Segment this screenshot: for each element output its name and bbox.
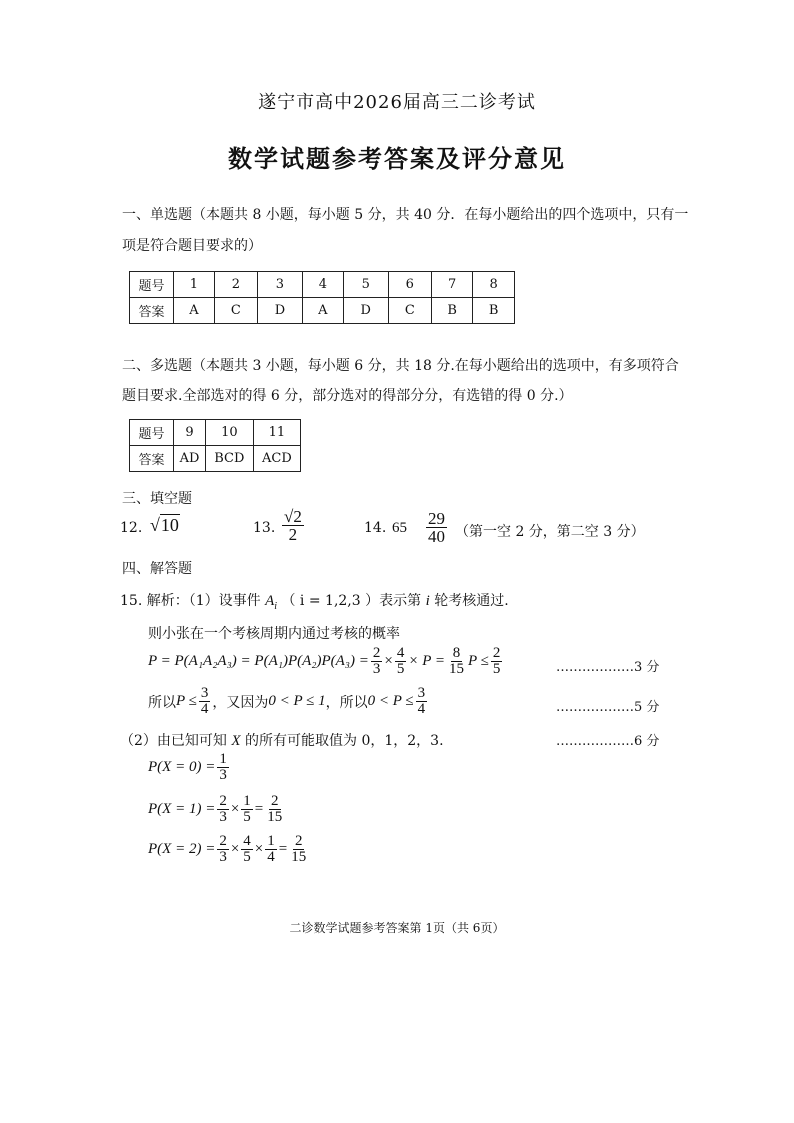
q15-tail: 轮考核通过. — [434, 593, 509, 609]
numerator: 2 — [219, 793, 227, 809]
table-cell: 2 — [214, 272, 257, 298]
table-cell: B — [431, 298, 473, 324]
inequality: 0 < P ≤ — [367, 693, 414, 709]
q13-fraction: $\frac{√2}{2}$ — [284, 507, 302, 544]
event-subscript: i — [274, 600, 278, 612]
fraction — [241, 794, 253, 825]
denominator: 3 — [219, 809, 227, 825]
px1-left: P(X = 1) = — [148, 801, 216, 817]
q15-intro — [120, 590, 509, 612]
equals-sign: = — [254, 801, 264, 817]
numerator: 1 — [243, 793, 251, 809]
denominator: 4 — [267, 849, 275, 865]
score-mark-3: ………………3 分 — [556, 660, 660, 675]
denominator: 3 — [219, 849, 227, 865]
table-cell: BCD — [205, 446, 253, 472]
section3-heading: 三、填空题 — [122, 491, 192, 507]
numerator: 3 — [200, 685, 209, 701]
numerator: 3 — [417, 685, 426, 701]
table-header-number: 题号 — [130, 272, 174, 298]
section2-line2: 题目要求.全部选对的得 6 分，部分选对的得部分分，有选错的得 0 分.） — [122, 388, 573, 404]
eq1-le: P ≤ — [468, 653, 489, 669]
px1-equation — [148, 794, 286, 825]
page-title: 数学试题参考答案及评分意见 — [228, 144, 566, 173]
q13-numerator: 2 — [293, 507, 302, 526]
table-cell: ACD — [253, 446, 300, 472]
q14-label: 14. — [364, 520, 387, 536]
numerator: 2 — [219, 833, 227, 849]
fraction — [217, 794, 229, 825]
fraction — [416, 686, 428, 717]
fraction — [395, 646, 407, 677]
q12-answer: √10 — [150, 515, 179, 535]
table-cell: D — [343, 298, 388, 324]
table-cell: 1 — [174, 272, 215, 298]
part2-tail: 的所有可能取值为 0，1，2，3. — [245, 733, 444, 749]
numerator: 8 — [452, 645, 461, 661]
part2-text: （2）由已知可知 — [120, 733, 227, 749]
numerator: 4 — [243, 833, 251, 849]
numerator: 1 — [219, 751, 227, 767]
section2-line1: 二、多选题（本题共 3 小题，每小题 6 分，共 18 分.在每小题给出的选项中，有多项符合 — [122, 358, 679, 374]
table-cell: A — [174, 298, 215, 324]
q13-label: 13. — [253, 520, 276, 536]
q15-line2: 则小张在一个考核周期内通过考核的概率 — [148, 626, 400, 642]
fraction — [289, 834, 308, 865]
multi-choice-table — [129, 419, 301, 472]
q15-range: （ i = 1,2,3 ）表示第 — [281, 593, 422, 609]
q14-fraction — [426, 510, 447, 545]
eq1-mid: × P = — [408, 653, 445, 669]
denominator: 5 — [243, 849, 251, 865]
numerator: 2 — [492, 645, 501, 661]
table-cell: AD — [174, 446, 206, 472]
denominator: 4 — [417, 701, 426, 717]
event-symbol: A — [265, 593, 275, 609]
q14-denominator: 40 — [428, 527, 445, 546]
table-cell: 10 — [205, 420, 253, 446]
fraction — [217, 834, 229, 865]
score-mark-5: ………………5 分 — [556, 700, 660, 715]
numerator: 2 — [271, 793, 279, 809]
fraction — [217, 752, 229, 783]
table-header-answer: 答案 — [130, 446, 174, 472]
table-row-numbers — [130, 420, 301, 446]
px0-equation — [148, 752, 231, 783]
denominator: 4 — [200, 701, 209, 717]
inequality: 0 < P ≤ 1 — [268, 693, 326, 709]
section1-line1: 一、单选题（本题共 8 小题，每小题 5 分，共 40 分．在每小题给出的四个选项中，只有一 — [122, 207, 689, 223]
round-symbol: i — [425, 593, 430, 609]
q13-denominator: 2 — [288, 525, 298, 544]
denominator: 15 — [449, 661, 464, 677]
fraction — [491, 646, 503, 677]
eq1-left: P = P(A₁A₂A₃) = P(A₁)P(A₂)P(A₃) = — [148, 653, 369, 669]
table-cell: 4 — [302, 272, 343, 298]
inequality: P ≤ — [176, 693, 197, 709]
table-cell: 8 — [473, 272, 515, 298]
q14-second-answer — [424, 510, 449, 545]
q13-answer — [280, 508, 306, 543]
table-cell: 7 — [431, 272, 473, 298]
q12-label: 12. — [120, 520, 143, 536]
text: 所以 — [148, 694, 176, 711]
px2-equation — [148, 834, 310, 865]
times-sign: × — [230, 841, 240, 857]
q14-numerator: 29 — [428, 509, 445, 528]
q14-scoring-note: （第一空 2 分，第二空 3 分） — [455, 524, 645, 540]
fraction — [265, 834, 277, 865]
numerator: 1 — [267, 833, 275, 849]
px0-left: P(X = 0) = — [148, 759, 216, 775]
q14-first-answer: 65 — [392, 520, 407, 536]
range-derivation — [148, 686, 429, 717]
fraction — [265, 794, 284, 825]
denominator: 3 — [372, 661, 381, 677]
table-cell: A — [302, 298, 343, 324]
times-sign: × — [384, 653, 393, 669]
px2-left: P(X = 2) = — [148, 841, 216, 857]
denominator: 15 — [291, 849, 307, 865]
fraction — [199, 686, 211, 717]
numerator: 2 — [294, 833, 303, 849]
table-cell: 3 — [257, 272, 302, 298]
table-cell: 11 — [253, 420, 300, 446]
times-sign: × — [254, 841, 264, 857]
table-row-answers — [130, 298, 515, 324]
table-cell: 5 — [343, 272, 388, 298]
denominator: 3 — [219, 767, 227, 783]
table-row-numbers — [130, 272, 515, 298]
numerator: 4 — [396, 645, 405, 661]
table-cell: C — [388, 298, 431, 324]
table-cell: 9 — [174, 420, 206, 446]
numerator: 2 — [372, 645, 381, 661]
fraction — [241, 834, 253, 865]
single-choice-table — [129, 271, 515, 324]
q15-intro-text: 15. 解析：（1）设事件 — [120, 593, 261, 609]
section4-heading: 四、解答题 — [122, 561, 192, 577]
section1-line2: 项是符合题目要求的） — [122, 238, 262, 254]
part2-line — [120, 730, 444, 750]
equals-sign: = — [278, 841, 288, 857]
table-cell: D — [257, 298, 302, 324]
table-cell: B — [473, 298, 515, 324]
denominator: 5 — [396, 661, 405, 677]
table-header-number: 题号 — [130, 420, 174, 446]
table-cell: 6 — [388, 272, 431, 298]
text: ，所以 — [325, 694, 368, 711]
table-header-answer: 答案 — [130, 298, 174, 324]
random-variable: X — [231, 733, 241, 749]
denominator: 5 — [243, 809, 251, 825]
probability-equation — [148, 646, 504, 677]
denominator: 5 — [492, 661, 501, 677]
q12-radicand: 10 — [160, 515, 179, 535]
fraction — [371, 646, 383, 677]
exam-title: 遂宁市高中2026届高三二诊考试 — [258, 92, 536, 113]
times-sign: × — [230, 801, 240, 817]
table-row-answers — [130, 446, 301, 472]
text: ，又因为 — [212, 694, 269, 711]
table-cell: C — [214, 298, 257, 324]
page-footer: 二诊数学试题参考答案第 1页（共 6页） — [289, 921, 505, 935]
fraction — [447, 646, 466, 677]
denominator: 15 — [267, 809, 283, 825]
score-mark-6: ………………6 分 — [556, 734, 660, 749]
